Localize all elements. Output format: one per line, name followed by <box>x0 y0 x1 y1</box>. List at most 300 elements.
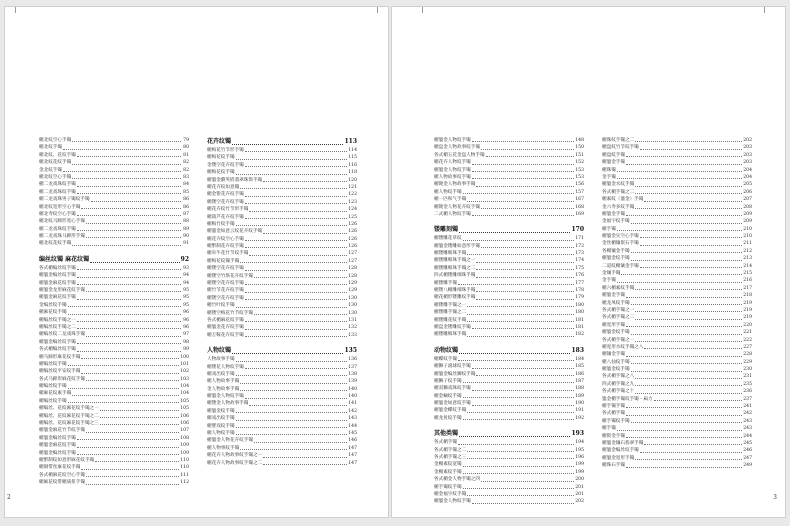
toc-entry[interactable] <box>602 248 752 255</box>
dot-leader <box>236 225 348 226</box>
toc-entry[interactable] <box>602 167 752 174</box>
dot-leader <box>245 240 347 241</box>
dot-leader <box>631 422 743 423</box>
toc-entry[interactable] <box>207 401 357 408</box>
entry-page-number: 219 <box>743 315 752 321</box>
toc-entry[interactable] <box>602 322 752 329</box>
entry-title: 各式楣麻花纹空心手镯 <box>39 472 85 478</box>
toc-entry[interactable] <box>602 418 752 425</box>
entry-title: 楣狮子滚球纹手镯 <box>434 364 471 370</box>
toc-entry[interactable] <box>207 415 357 422</box>
toc-entry[interactable] <box>207 317 357 324</box>
entry-page-number: 209 <box>743 211 752 217</box>
dot-leader <box>77 447 179 448</box>
toc-entry[interactable] <box>207 177 357 184</box>
toc-entry[interactable] <box>39 226 189 233</box>
toc-entry[interactable] <box>434 243 584 250</box>
toc-entry[interactable] <box>434 309 584 316</box>
section-heading[interactable] <box>434 346 584 356</box>
entry-page-number: 196 <box>575 455 584 461</box>
entry-page-number: 110 <box>180 458 189 463</box>
toc-entry[interactable] <box>602 277 752 284</box>
toc-entry[interactable] <box>434 250 584 257</box>
toc-entry[interactable] <box>39 442 189 449</box>
entry-title: 楣鎏金麻花纹手镯 <box>39 295 76 301</box>
toc-entry[interactable] <box>434 302 584 309</box>
entry-title: 楣鎏金蝶纹手镯 <box>434 408 467 414</box>
toc-entry[interactable] <box>602 433 752 440</box>
toc-entry[interactable] <box>207 243 357 250</box>
toc-entry[interactable] <box>602 351 752 358</box>
entry-title: 楣戏出纹手镯 <box>207 416 235 422</box>
toc-entry[interactable] <box>602 137 752 144</box>
toc-entry[interactable] <box>207 393 357 400</box>
entry-page-number: 199 <box>575 462 584 468</box>
toc-entry[interactable] <box>602 144 752 151</box>
toc-entry[interactable] <box>207 332 357 339</box>
dot-leader <box>467 254 574 255</box>
toc-entry[interactable] <box>39 240 189 247</box>
toc-entry[interactable] <box>207 310 357 317</box>
entry-page-number: 216 <box>743 278 752 284</box>
toc-entry[interactable] <box>602 292 752 299</box>
toc-entry[interactable] <box>39 211 189 218</box>
toc-entry[interactable] <box>207 258 357 265</box>
toc-entry[interactable] <box>207 445 357 452</box>
toc-entry[interactable] <box>39 368 189 375</box>
toc-entry[interactable] <box>39 457 189 464</box>
section-heading[interactable] <box>39 255 189 265</box>
entry-page-number: 116 <box>348 162 357 168</box>
toc-entry[interactable] <box>602 425 752 432</box>
dot-leader <box>77 343 181 344</box>
toc-entry[interactable] <box>602 314 752 321</box>
toc-entry[interactable] <box>434 484 584 491</box>
dot-leader <box>476 299 574 300</box>
entry-title: 金人物故事手镯 <box>207 386 240 392</box>
section-heading[interactable] <box>207 346 357 356</box>
entry-page-number: 208 <box>743 204 752 210</box>
toc-entry[interactable] <box>602 255 752 262</box>
toc-entry[interactable] <box>602 366 752 373</box>
entry-page-number: 99 <box>183 347 189 353</box>
toc-entry[interactable] <box>207 147 357 154</box>
toc-entry[interactable] <box>207 199 357 206</box>
toc-entry[interactable] <box>602 152 752 159</box>
toc-entry[interactable] <box>207 302 357 309</box>
toc-entry[interactable] <box>207 371 357 378</box>
entry-title: 楣花卉人物纹手镯 <box>434 160 471 166</box>
entry-title: 楣繁制花卉纹手镯 <box>207 244 244 250</box>
entry-page-number: 125 <box>348 214 357 220</box>
toc-entry[interactable] <box>602 440 752 447</box>
toc-entry[interactable] <box>434 393 584 400</box>
dot-leader <box>86 237 181 238</box>
dot-leader <box>72 245 181 246</box>
toc-entry[interactable] <box>602 359 752 366</box>
toc-entry[interactable] <box>39 354 189 361</box>
right-page <box>391 6 786 518</box>
toc-entry[interactable] <box>602 174 752 181</box>
toc-entry[interactable] <box>602 240 752 247</box>
toc-entry[interactable] <box>434 235 584 242</box>
toc-entry[interactable] <box>39 464 189 471</box>
toc-entry[interactable] <box>207 280 357 287</box>
entry-title: 楣鎏金人物花卉纹手镯 <box>207 438 253 444</box>
left-page <box>4 6 389 518</box>
toc-entry[interactable] <box>207 206 357 213</box>
entry-page-number: 202 <box>743 137 752 143</box>
dot-leader <box>72 178 181 179</box>
dot-leader <box>472 215 574 216</box>
toc-entry[interactable] <box>434 461 584 468</box>
toc-entry[interactable] <box>39 361 189 368</box>
toc-entry[interactable] <box>434 159 584 166</box>
toc-entry[interactable] <box>602 196 752 203</box>
toc-entry[interactable] <box>39 331 189 338</box>
toc-entry[interactable] <box>434 272 584 279</box>
toc-entry[interactable] <box>602 337 752 344</box>
toc-entry[interactable] <box>39 280 189 287</box>
entry-title: 楣镂空竹筋花卉纹手镯 <box>207 273 253 279</box>
toc-entry[interactable] <box>39 391 189 398</box>
dot-leader <box>467 321 574 322</box>
toc-entry[interactable] <box>39 383 189 390</box>
dot-leader <box>635 341 742 342</box>
dot-leader <box>77 269 181 270</box>
toc-entry[interactable] <box>207 154 357 161</box>
entry-title: 楣花卉纹空心手镯 <box>207 236 244 242</box>
toc-entry[interactable] <box>434 491 584 498</box>
toc-entry[interactable] <box>434 294 584 301</box>
toc-entry[interactable] <box>434 137 584 144</box>
toc-entry[interactable] <box>602 189 752 196</box>
entry-page-number: 95 <box>183 302 189 308</box>
toc-entry[interactable] <box>434 498 584 505</box>
toc-entry[interactable] <box>602 455 752 462</box>
toc-entry[interactable] <box>39 272 189 279</box>
toc-entry[interactable] <box>602 307 752 314</box>
toc-entry[interactable] <box>207 169 357 176</box>
toc-entry[interactable] <box>434 385 584 392</box>
entry-page-number: 109 <box>180 443 189 449</box>
toc-entry[interactable] <box>207 228 357 235</box>
toc-entry[interactable] <box>207 295 357 302</box>
toc-entry[interactable] <box>602 181 752 188</box>
toc-entry[interactable] <box>434 204 584 211</box>
toc-entry[interactable] <box>39 339 189 346</box>
toc-entry[interactable] <box>434 400 584 407</box>
toc-entry[interactable] <box>602 381 752 388</box>
toc-entry[interactable] <box>39 167 189 174</box>
entry-title: 楣北纹手镯 <box>39 145 62 151</box>
toc-entry[interactable] <box>39 196 189 203</box>
toc-entry[interactable] <box>434 287 584 294</box>
toc-entry[interactable] <box>434 167 584 174</box>
toc-entry[interactable] <box>602 263 752 270</box>
toc-entry[interactable] <box>39 302 189 309</box>
dot-leader <box>236 307 348 308</box>
entry-title: 楣万鞍花卉纹手镯 <box>207 332 244 338</box>
entry-page-number: 168 <box>575 204 584 210</box>
entry-title: 人物故事手镯 <box>207 357 235 363</box>
toc-entry[interactable] <box>207 184 357 191</box>
entry-page-number: 109 <box>180 450 189 456</box>
toc-entry[interactable] <box>207 324 357 331</box>
toc-entry[interactable] <box>434 371 584 378</box>
entry-page-number: 130 <box>348 310 357 316</box>
toc-entry[interactable] <box>39 218 189 225</box>
section-heading[interactable] <box>434 225 584 235</box>
dot-leader <box>631 334 743 335</box>
entry-title: 楣编丝纹手镯 <box>39 398 67 404</box>
crop-mark <box>15 7 16 13</box>
toc-entry[interactable] <box>39 144 189 151</box>
toc-entry[interactable] <box>207 287 357 294</box>
toc-entry[interactable] <box>207 423 357 430</box>
dot-leader <box>459 353 570 354</box>
toc-entry[interactable] <box>434 257 584 264</box>
toc-entry[interactable] <box>207 191 357 198</box>
toc-entry[interactable] <box>434 454 584 461</box>
dot-leader <box>467 314 574 315</box>
entry-page-number: 94 <box>183 280 189 286</box>
toc-entry[interactable] <box>434 181 584 188</box>
entry-title: 楣牵牛花竹节纹手镯 <box>207 251 249 257</box>
toc-entry[interactable] <box>602 329 752 336</box>
toc-entry[interactable] <box>39 346 189 353</box>
toc-entry[interactable] <box>39 189 189 196</box>
dot-leader <box>472 405 574 406</box>
toc-column-2 <box>207 137 357 467</box>
toc-entry[interactable] <box>434 280 584 287</box>
dot-leader <box>77 186 181 187</box>
entry-title: 楣葫芦花卉纹手镯 <box>207 214 244 220</box>
section-heading[interactable] <box>207 137 357 147</box>
entry-title: 楣镂雕细珠手镯之一 <box>434 258 476 264</box>
toc-entry[interactable] <box>39 265 189 272</box>
toc-entry[interactable] <box>207 408 357 415</box>
toc-entry[interactable] <box>602 270 752 277</box>
toc-entry[interactable] <box>207 386 357 393</box>
toc-entry[interactable] <box>434 152 584 159</box>
entry-title: 楣人物纹手镯 <box>207 431 235 437</box>
entry-title: 各式楣手镯之一 <box>602 337 635 343</box>
toc-entry[interactable] <box>39 324 189 331</box>
toc-entry[interactable] <box>39 137 189 144</box>
entry-title: 楣人物纹手镯 <box>434 189 462 195</box>
toc-entry[interactable] <box>207 356 357 363</box>
toc-entry[interactable] <box>434 317 584 324</box>
toc-entry[interactable] <box>434 211 584 218</box>
toc-entry[interactable] <box>602 462 752 469</box>
toc-entry[interactable] <box>602 344 752 351</box>
entry-page-number: 219 <box>743 307 752 313</box>
toc-entry[interactable] <box>434 196 584 203</box>
toc-entry[interactable] <box>39 398 189 405</box>
toc-entry[interactable] <box>39 317 189 324</box>
toc-entry[interactable] <box>434 174 584 181</box>
entry-page-number: 204 <box>743 167 752 173</box>
entry-page-number: 122 <box>348 192 357 198</box>
crop-mark <box>764 7 765 13</box>
entry-page-number: 153 <box>575 167 584 173</box>
crop-mark <box>377 7 378 13</box>
entry-title: 楣狮子纹手镯 <box>434 378 462 384</box>
entry-page-number: 206 <box>743 189 752 195</box>
entry-title: 各式楣手镯之十 <box>602 389 635 395</box>
entry-title: 楣花卉人物故事纹手镯之一 <box>207 453 263 459</box>
entry-title: 楣人物故事纹手镯 <box>434 174 471 180</box>
toc-entry[interactable] <box>207 265 357 272</box>
toc-entry[interactable] <box>39 420 189 427</box>
dot-leader <box>77 215 181 216</box>
entry-page-number: 173 <box>575 251 584 257</box>
toc-entry[interactable] <box>434 265 584 272</box>
entry-title: 楣鎏金实空心手镯 <box>602 234 639 240</box>
toc-entry[interactable] <box>39 309 189 316</box>
toc-entry[interactable] <box>39 159 189 166</box>
toc-entry[interactable] <box>602 403 752 410</box>
toc-entry[interactable] <box>434 447 584 454</box>
toc-entry[interactable] <box>39 472 189 479</box>
toc-entry[interactable] <box>207 214 357 221</box>
entry-title: 楣戏出纹手镯 <box>207 371 235 377</box>
toc-entry[interactable] <box>434 331 584 338</box>
entry-title: 楣镂空花卉纹手镯 <box>207 199 244 205</box>
dot-leader <box>640 237 742 238</box>
dot-leader <box>263 233 347 234</box>
dot-leader <box>81 208 181 209</box>
toc-entry[interactable] <box>39 204 189 211</box>
toc-entry[interactable] <box>39 152 189 159</box>
toc-entry[interactable] <box>602 226 752 233</box>
entry-title: 楣盘金人物故事纹手镯 <box>434 145 480 151</box>
entry-page-number: 246 <box>743 448 752 454</box>
dot-leader <box>644 444 742 445</box>
entry-page-number: 111 <box>180 472 189 478</box>
dot-leader <box>463 488 575 489</box>
toc-entry[interactable] <box>207 162 357 169</box>
toc-entry[interactable] <box>207 221 357 228</box>
dot-leader <box>63 149 181 150</box>
toc-entry[interactable] <box>434 408 584 415</box>
toc-entry[interactable] <box>434 469 584 476</box>
toc-entry[interactable] <box>602 204 752 211</box>
toc-entry[interactable] <box>39 174 189 181</box>
toc-entry[interactable] <box>602 218 752 225</box>
toc-entry[interactable] <box>434 363 584 370</box>
dot-leader <box>635 193 742 194</box>
toc-entry[interactable] <box>434 356 584 363</box>
dot-leader <box>100 410 179 411</box>
section-title: 镂雕刻镯 <box>434 226 459 234</box>
toc-entry[interactable] <box>39 413 189 420</box>
dot-leader <box>635 385 742 386</box>
toc-entry[interactable] <box>207 437 357 444</box>
toc-entry[interactable] <box>602 159 752 166</box>
toc-entry[interactable] <box>39 287 189 294</box>
dot-leader <box>467 306 574 307</box>
entry-title: 楣镀金人物花卉纹手镯 <box>434 204 480 210</box>
dot-leader <box>463 193 575 194</box>
toc-entry[interactable] <box>39 450 189 457</box>
toc-entry[interactable] <box>207 452 357 459</box>
entry-page-number: 167 <box>575 197 584 203</box>
toc-entry[interactable] <box>207 236 357 243</box>
entry-page-number: 138 <box>348 371 357 377</box>
section-heading[interactable] <box>434 429 584 439</box>
toc-entry[interactable] <box>602 374 752 381</box>
toc-entry[interactable] <box>434 144 584 151</box>
toc-entry[interactable] <box>602 410 752 417</box>
toc-entry[interactable] <box>434 439 584 446</box>
entry-title: 楣镂雕细珠手镯 <box>434 332 467 338</box>
toc-entry[interactable] <box>39 181 189 188</box>
toc-entry[interactable] <box>602 233 752 240</box>
toc-entry[interactable] <box>602 396 752 403</box>
toc-entry[interactable] <box>207 364 357 371</box>
toc-entry[interactable] <box>207 460 357 467</box>
dot-leader <box>240 383 347 384</box>
entry-title: 楣梅花纹镯手镯 <box>207 258 240 264</box>
entry-page-number: 195 <box>575 447 584 453</box>
toc-entry[interactable] <box>207 378 357 385</box>
toc-entry[interactable] <box>602 447 752 454</box>
toc-entry[interactable] <box>207 430 357 437</box>
toc-entry[interactable] <box>39 294 189 301</box>
toc-entry[interactable] <box>434 378 584 385</box>
toc-entry[interactable] <box>39 233 189 240</box>
entry-page-number: 129 <box>348 288 357 294</box>
entry-title: 金编丝纹手镯 <box>39 302 67 308</box>
toc-entry[interactable] <box>434 476 584 483</box>
toc-entry[interactable] <box>602 285 752 292</box>
entry-title: 楣北纹空心手镯 <box>39 137 72 143</box>
toc-entry[interactable] <box>39 435 189 442</box>
toc-entry[interactable] <box>602 300 752 307</box>
toc-entry[interactable] <box>39 405 189 412</box>
entry-title: 楣人物事纹手镯 <box>207 445 240 451</box>
toc-entry[interactable] <box>39 427 189 434</box>
toc-entry[interactable] <box>39 479 189 486</box>
dot-leader <box>245 398 347 399</box>
toc-entry[interactable] <box>39 376 189 383</box>
entry-page-number: 169 <box>575 211 584 217</box>
entry-page-number: 93 <box>183 265 189 271</box>
entry-page-number: 82 <box>183 167 189 173</box>
toc-entry[interactable] <box>602 211 752 218</box>
entry-title: 楣手镯 <box>602 426 616 432</box>
toc-entry[interactable] <box>434 324 584 331</box>
entry-page-number: 210 <box>743 226 752 232</box>
toc-entry[interactable] <box>434 189 584 196</box>
dot-leader <box>236 420 348 421</box>
entry-title: 楣金钳花卉纹手镯 <box>207 192 244 198</box>
dot-leader <box>463 466 575 467</box>
toc-entry[interactable] <box>207 250 357 257</box>
toc-entry[interactable] <box>434 415 584 422</box>
entry-page-number: 218 <box>743 293 752 299</box>
dot-leader <box>472 164 574 165</box>
dot-leader <box>81 358 179 359</box>
toc-entry[interactable] <box>207 273 357 280</box>
entry-page-number: 84 <box>183 182 189 188</box>
toc-entry[interactable] <box>602 388 752 395</box>
dot-leader <box>72 395 179 396</box>
dot-leader <box>240 449 347 450</box>
entry-page-number: 85 <box>183 189 189 195</box>
